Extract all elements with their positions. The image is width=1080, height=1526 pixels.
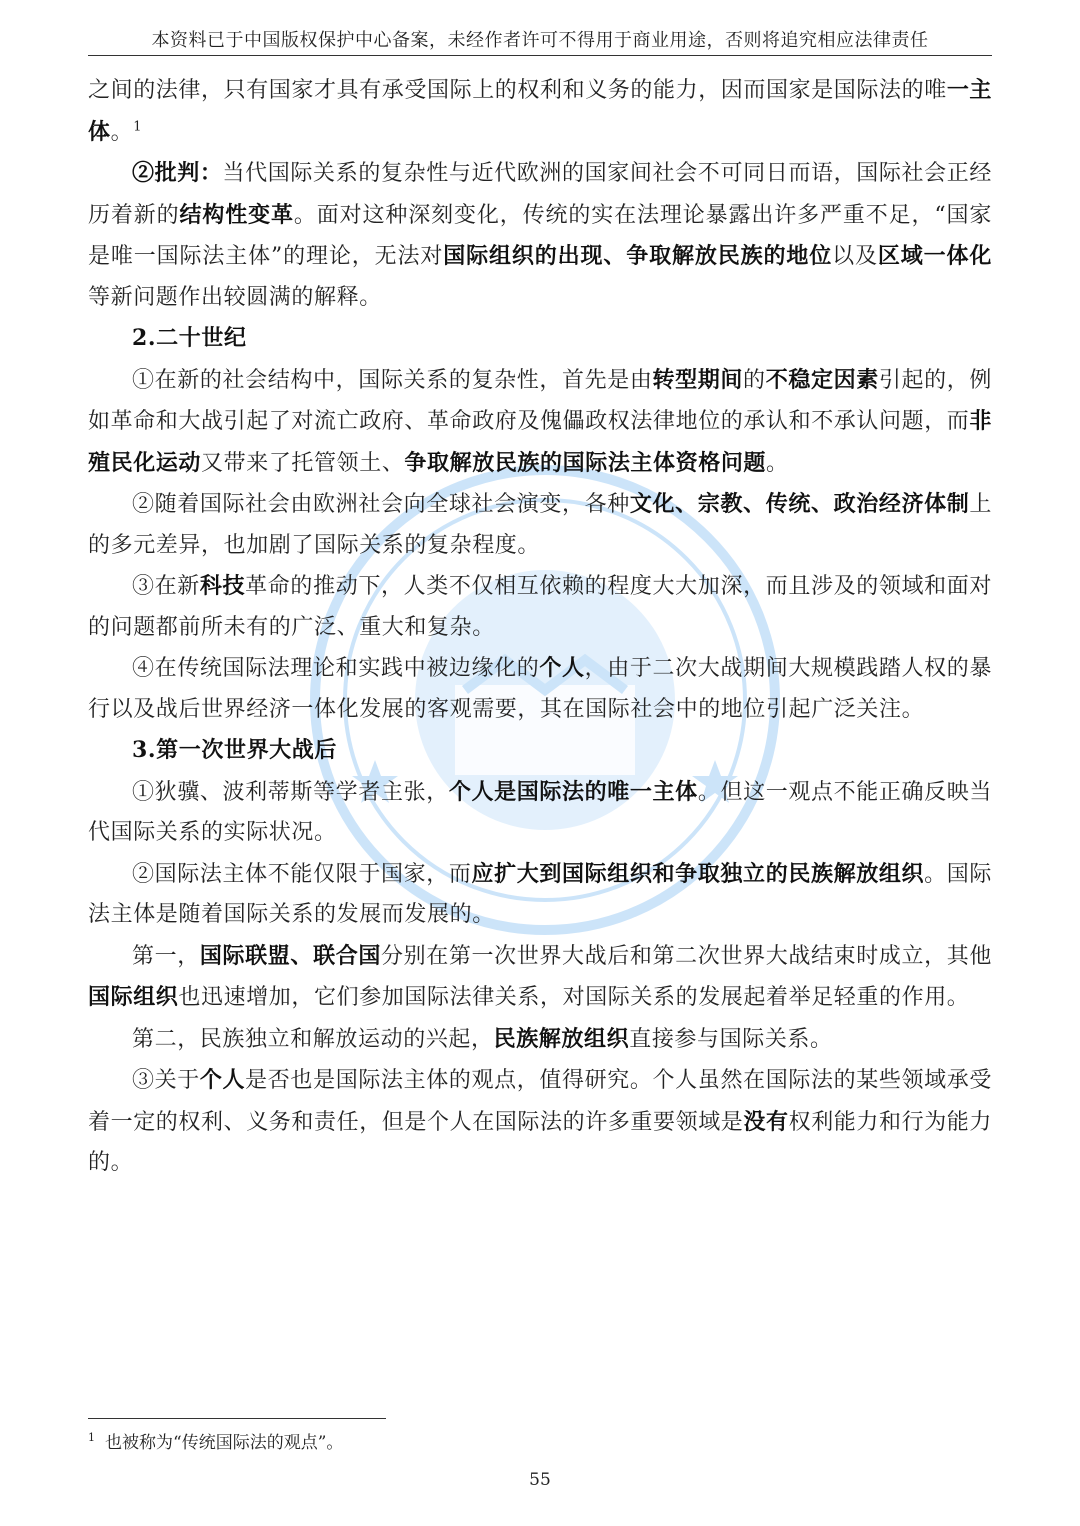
text-run: ①狄骥、波利蒂斯等学者主张，	[132, 779, 449, 805]
paragraph	[88, 153, 992, 318]
section-heading	[88, 318, 992, 360]
bold-term: 文化、宗教、传统、政治经济体制	[629, 491, 970, 517]
footnote-divider	[88, 1418, 386, 1419]
text-run: 第二，民族独立和解放运动的兴起，	[132, 1026, 494, 1052]
text-run: 分别在第一次世界大战后和第二次世界大战结束时成立，其他	[380, 943, 992, 969]
text-run: 。国际法主体是随着国际关系的发展而发展的。	[88, 861, 992, 927]
bold-term: 个人	[199, 1067, 246, 1093]
text-run: 。	[110, 119, 134, 145]
text-run: ，由于二次大战期间大规模践踏人权的暴行以及战后世界经济一体化发展的客观需要，其在国际社会中的地位引起广泛关注。	[88, 656, 992, 722]
bold-term: 民族解放组织	[493, 1025, 630, 1052]
text-run: 。但这一观点不能正确反映当代国际关系的实际状况。	[88, 779, 992, 845]
paragraph	[88, 648, 992, 730]
paragraph	[88, 70, 992, 153]
text-run: 。	[766, 450, 789, 476]
bold-term: 个人是国际法的唯一主体	[448, 778, 698, 805]
bold-term: 不稳定因素	[765, 366, 879, 393]
footnote-marker: 1	[88, 1431, 95, 1445]
bold-term: 结构性变革	[179, 201, 294, 228]
text-run: 权利能力和行为能力的。	[88, 1109, 993, 1175]
text-run: 当代国际关系的复杂性与近代欧洲的国家间社会不可同日而语，国际社会正经历着新的	[88, 161, 992, 228]
section-heading	[88, 730, 992, 772]
paragraph	[88, 772, 992, 854]
text-run: ④在传统国际法理论和实践中被边缘化的	[132, 656, 540, 681]
heading-text: 3.第一次世界大战后	[132, 737, 337, 763]
paragraph	[88, 1060, 992, 1184]
bold-term: 非殖民化运动	[88, 408, 993, 476]
footnote-reference[interactable]: 1	[133, 119, 143, 135]
bold-term: 没有	[743, 1108, 789, 1135]
heading-text: 2.二十世纪	[132, 325, 247, 351]
text-run: ③关于	[132, 1068, 200, 1093]
paragraph	[88, 360, 992, 485]
text-run: ②国际法主体不能仅限于国家，而	[132, 861, 472, 887]
text-run: ③在新	[132, 574, 200, 599]
paragraph	[88, 484, 992, 566]
text-run: ②随着国际社会由欧洲社会向全球社会演变，各种	[132, 492, 630, 517]
text-run: 是否也是国际法主体的观点，值得研究。个人虽然在国际法的某些领域承受着一定的权利、义务和责任，但是个人在国际法的许多重要领域是	[88, 1068, 992, 1135]
text-run: 等新问题作出较圆满的解释。	[88, 284, 382, 310]
text-run: 之间的法律，只有国家才具有承受国际上的权利和义务的能力，因而国家是国际法的唯	[88, 78, 947, 103]
bold-term: 国际组织的出现、争取解放民族的地位	[443, 243, 833, 269]
bold-term: 国际联盟、联合国	[199, 942, 381, 969]
main-text	[88, 70, 992, 1184]
text-run: 引起的，例如革命和大战引起了对流亡政府、革命政府及傀儡政权法律地位的承认和不承认问题，而	[88, 367, 992, 434]
footnote-text: 也被称为“传统国际法的观点”。	[105, 1433, 344, 1453]
footnote	[88, 1432, 343, 1454]
text-run: ①在新的社会结构中，国际关系的复杂性，首先是由	[132, 367, 653, 393]
bold-term: 国际组织	[88, 984, 179, 1010]
text-run: 第一，	[132, 943, 200, 969]
text-run: 又带来了托管领土、	[201, 450, 405, 476]
text-run: 革命的推动下，人类不仅相互依赖的程度大大加深，而且涉及的领域和面对的问题都前所未有的广泛、重大和复杂。	[88, 574, 992, 640]
bold-term: ②批判：	[132, 160, 223, 186]
bold-term: 科技	[199, 573, 246, 599]
text-run: 直接参与国际关系。	[629, 1026, 833, 1052]
paragraph	[88, 936, 992, 1019]
bold-term: 区域一体化	[877, 243, 992, 269]
copyright-header: 本资料已于中国版权保护中心备案，未经作者许可不得用于商业用途，否则将追究相应法律责任	[151, 30, 929, 51]
paragraph	[88, 1019, 992, 1061]
page-number: 55	[529, 1470, 551, 1490]
paragraph	[88, 854, 992, 936]
bold-term: 应扩大到国际组织和争取独立的民族解放组织	[471, 860, 925, 887]
bold-term: 转型期间	[652, 366, 744, 393]
header-divider	[88, 55, 992, 56]
paragraph	[88, 566, 992, 648]
text-run: 以及	[832, 244, 878, 269]
text-run: 。面对这种深刻变化，传统的实在法理论暴露出许多严重不足，“国家是唯一国际法主体”的理论，无法对	[88, 202, 992, 269]
text-run: 的	[743, 367, 766, 393]
bold-term: 一主体	[88, 77, 993, 145]
bold-term: 争取解放民族的国际法主体资格问题	[404, 449, 767, 476]
bold-term: 个人	[539, 655, 585, 681]
text-run: 也迅速增加，它们参加国际法律关系，对国际关系的发展起着举足轻重的作用。	[178, 985, 970, 1010]
text-run: 上的多元差异，也加剧了国际关系的复杂程度。	[88, 492, 992, 558]
